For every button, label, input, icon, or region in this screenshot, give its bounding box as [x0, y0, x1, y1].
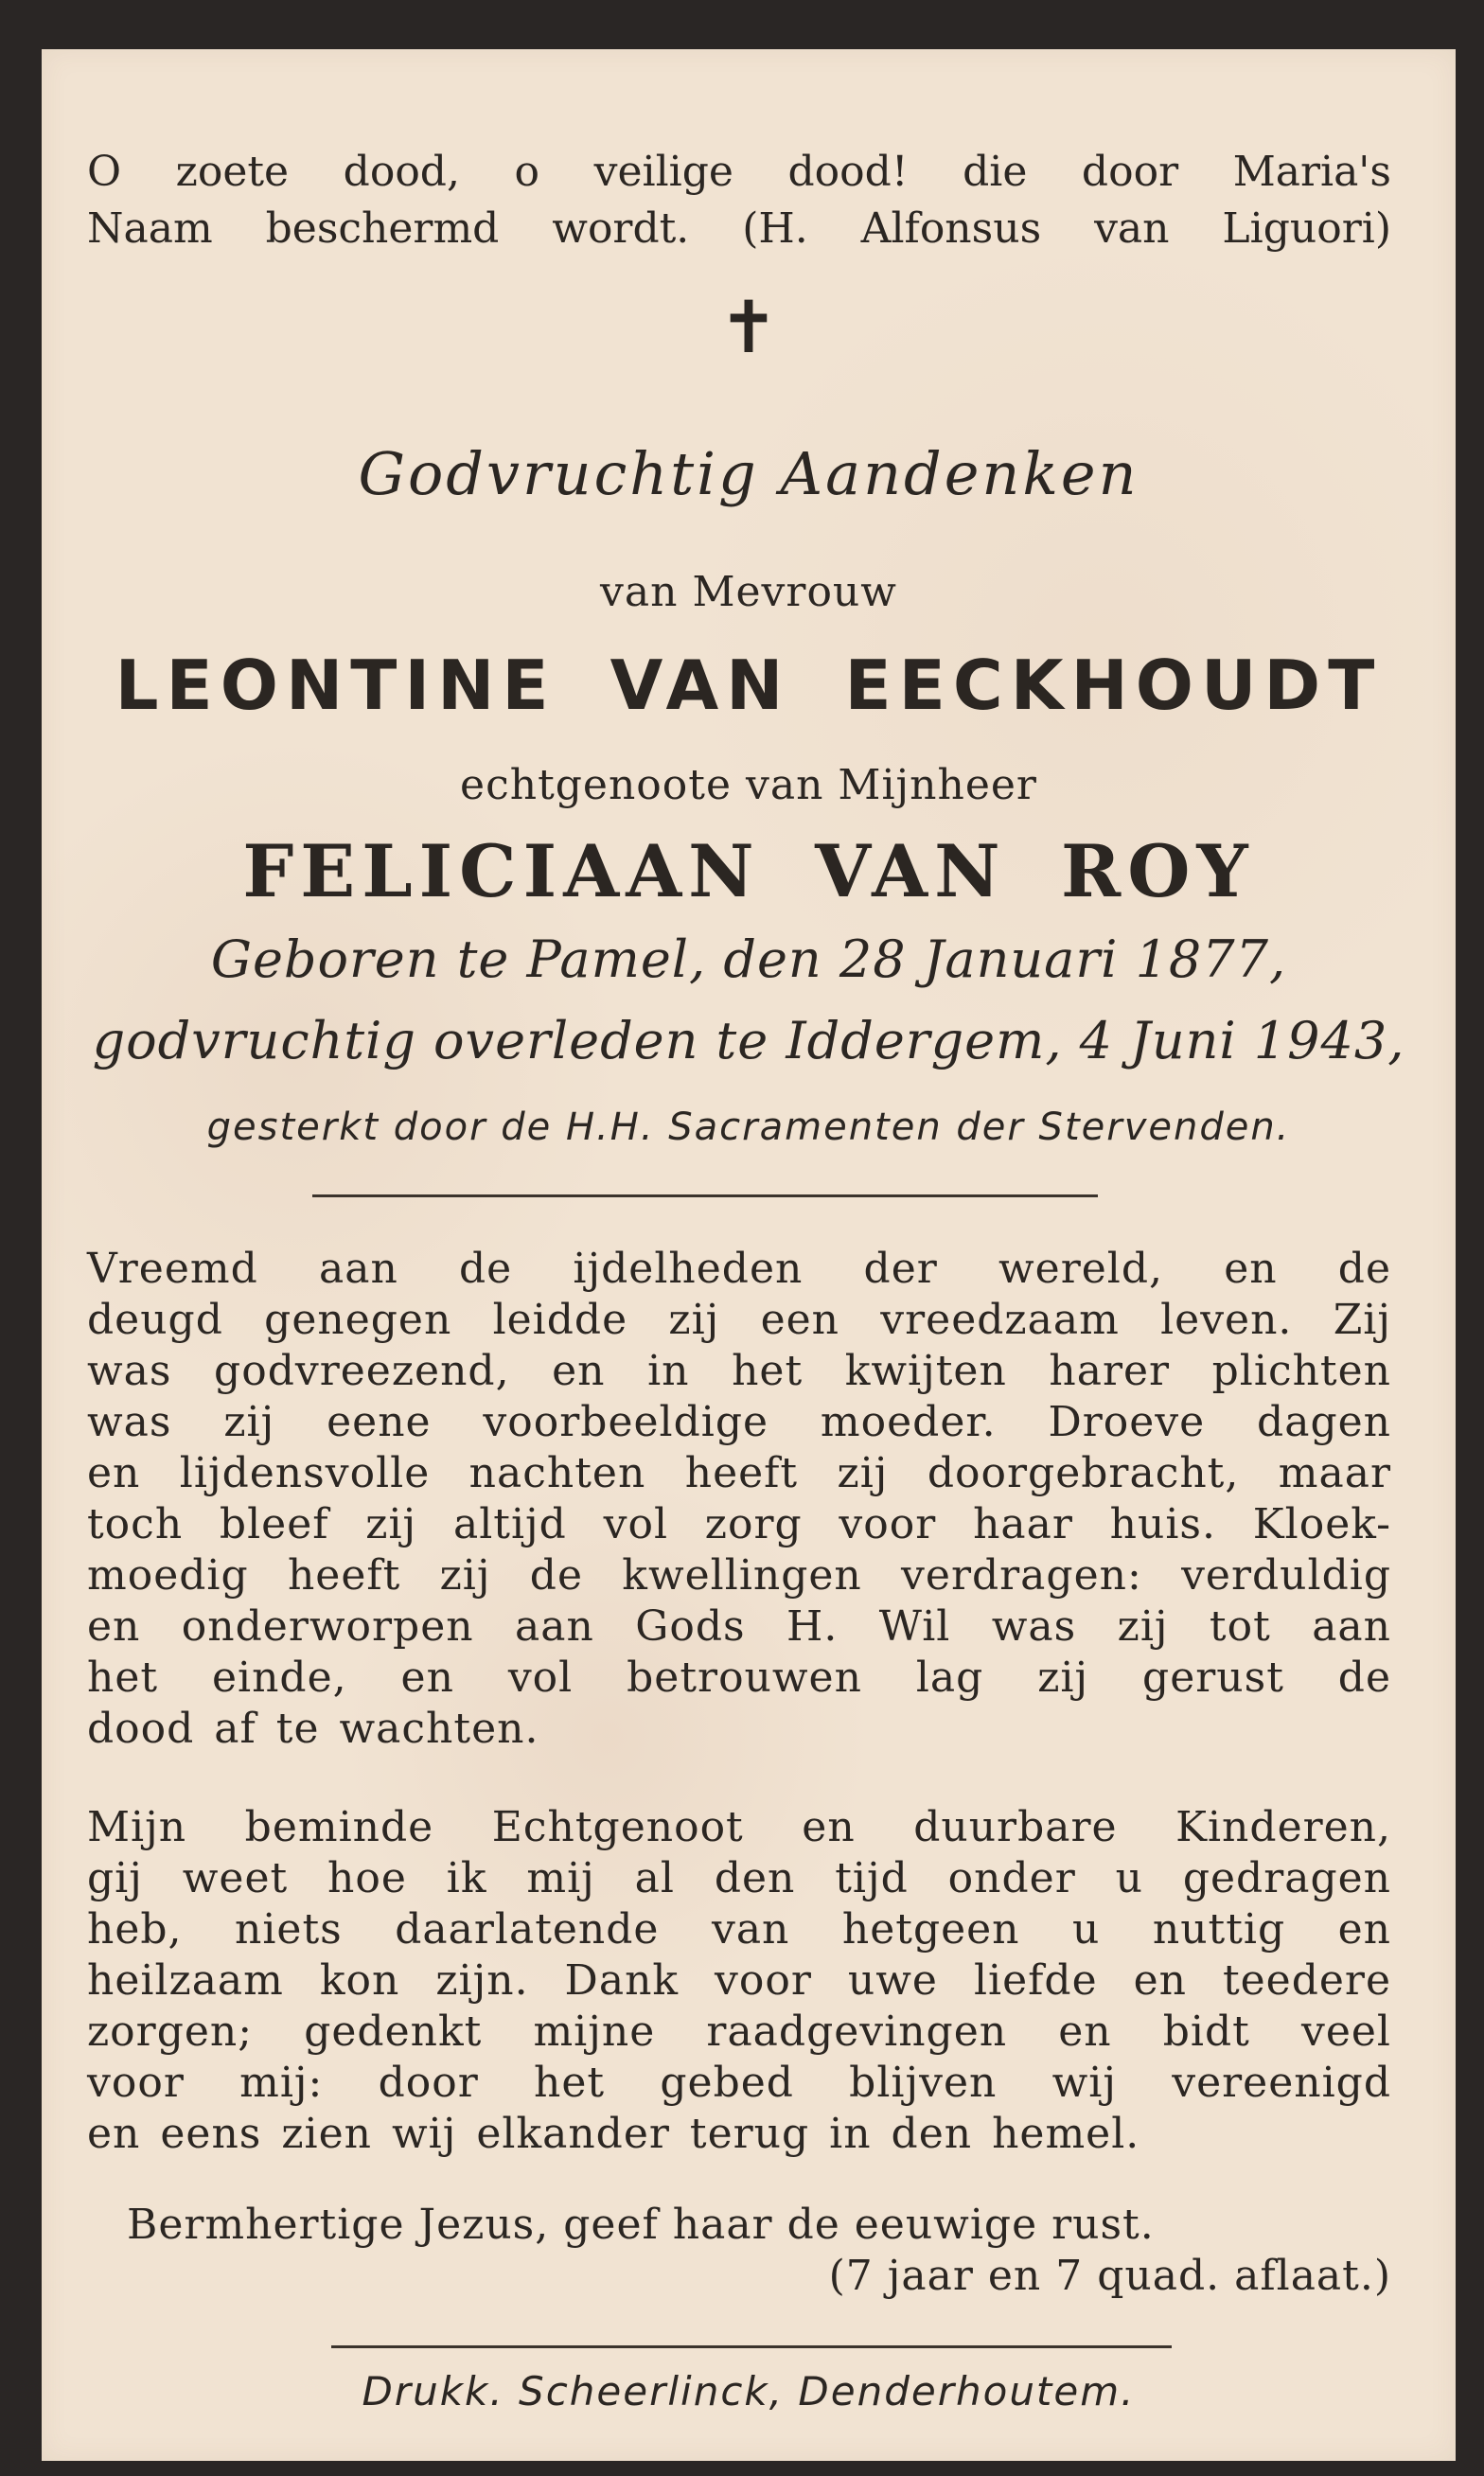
paragraph-line: deugd genegen leidde zij een vreedzaam leven. Zij: [87, 1296, 1391, 1344]
paragraph-line: Vreemd aan de ijdelheden der wereld, en de: [87, 1245, 1391, 1293]
memorial-card: [42, 49, 1456, 2461]
divider-top: [312, 1194, 1098, 1197]
paragraph-line: toch bleef zij altijd vol zorg voor haar huis. Kloek-: [87, 1500, 1391, 1548]
paragraph-line: gij weet hoe ik mij al den tijd onder u gedragen: [87, 1854, 1391, 1902]
printer-credit: Drukk. Scheerlinck, Denderhoutem.: [362, 2368, 1136, 2414]
paragraph-line: heb, niets daarlatende van hetgeen u nuttig en: [87, 1905, 1391, 1954]
birth-line: Geboren te Pamel, den 28 Januari 1877,: [210, 929, 1287, 989]
spouse-prefix: echtgenoote van Mijnheer: [460, 761, 1037, 809]
sacraments-line: gesterkt door de H.H. Sacramenten der Stervenden.: [206, 1105, 1291, 1149]
paragraph-line: het einde, en vol betrouwen lag zij gerust de: [87, 1654, 1391, 1702]
prayer-line: Bermhertige Jezus, geef haar de eeuwige rust.: [127, 2201, 1155, 2249]
paragraph-line: Mijn beminde Echtgenoot en duurbare Kinderen,: [87, 1803, 1391, 1851]
cross-icon: ✝: [718, 285, 779, 369]
paragraph-line: was zij eene voorbeeldige moeder. Droeve dagen: [87, 1398, 1391, 1446]
spouse-name: FELICIAAN VAN ROY: [242, 829, 1255, 913]
divider-bottom: [331, 2345, 1172, 2348]
card-heading: Godvruchtig Aandenken: [358, 439, 1140, 508]
paragraph-line: zorgen; gedenkt mijne raadgevingen en bidt veel: [87, 2007, 1391, 2056]
paragraph-line: moedig heeft zij de kwellingen verdragen: verduldig: [87, 1551, 1391, 1600]
death-line: godvruchtig overleden te Iddergem, 4 Juni 1943,: [92, 1011, 1405, 1070]
name-prefix: van Mevrouw: [600, 568, 897, 616]
paragraph-line: voor mij: door het gebed blijven wij vereenigd: [87, 2059, 1391, 2107]
quote-line-1: O zoete dood, o veilige dood! die door Maria's: [87, 148, 1391, 196]
paragraph-virtues: [87, 1244, 1391, 1755]
quote-line-2: Naam beschermd wordt. (H. Alfonsus van Liguori): [87, 204, 1391, 253]
paragraph-farewell: [87, 1802, 1391, 2160]
paragraph-line: en lijdensvolle nachten heeft zij doorgebracht, maar: [87, 1449, 1391, 1497]
paragraph-line: en eens zien wij elkander terug in den hemel.: [87, 2110, 1140, 2158]
paragraph-line: dood af te wachten.: [87, 1705, 539, 1753]
deceased-name: LEONTINE VAN EECKHOUDT: [115, 646, 1383, 725]
closing-prayer: [87, 2200, 1391, 2302]
opening-quote: [87, 144, 1391, 257]
paragraph-line: heilzaam kon zijn. Dank voor uwe liefde en teedere: [87, 1956, 1391, 2005]
indulgence-line: (7 jaar en 7 quad. aflaat.): [828, 2252, 1391, 2300]
paragraph-line: en onderworpen aan Gods H. Wil was zij tot aan: [87, 1602, 1391, 1651]
paragraph-line: was godvreezend, en in het kwijten harer plichten: [87, 1347, 1391, 1395]
